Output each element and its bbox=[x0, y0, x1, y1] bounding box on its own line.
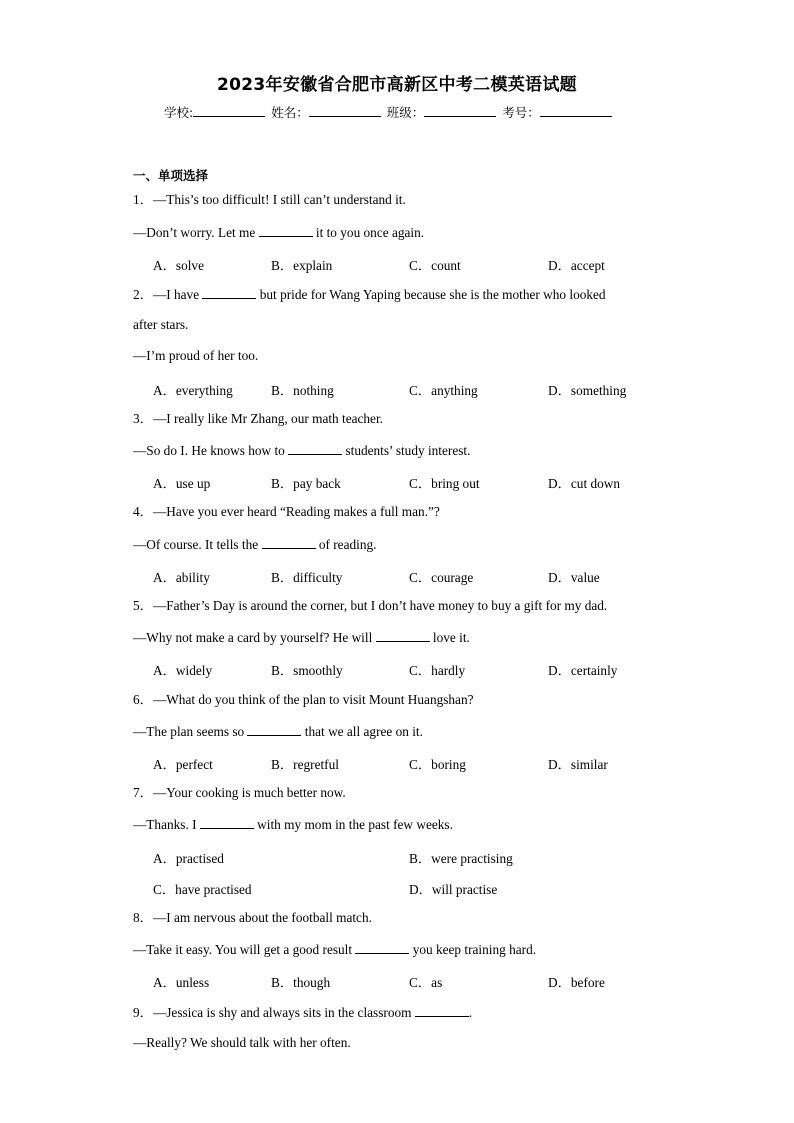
option-a: A．solve bbox=[153, 258, 204, 273]
question-number: 5． bbox=[133, 598, 153, 613]
option-c: C．have practised bbox=[153, 882, 252, 897]
answer-blank bbox=[247, 723, 301, 736]
question-number: 7． bbox=[133, 785, 153, 800]
question-text: —Why not make a card by yourself? He will bbox=[133, 630, 376, 645]
option-b: B．nothing bbox=[271, 383, 334, 398]
page-title: 2023年安徽省合肥市高新区中考二模英语试题 bbox=[217, 75, 577, 95]
school-blank bbox=[193, 104, 265, 117]
question-text: —Don’t worry. Let me bbox=[133, 225, 259, 240]
question-3-line-2 bbox=[133, 442, 470, 459]
option-d: D．before bbox=[548, 975, 605, 990]
answer-blank bbox=[200, 816, 254, 829]
question-8-line-1 bbox=[133, 910, 372, 926]
option-a: A．perfect bbox=[153, 757, 213, 772]
answer-blank bbox=[202, 286, 256, 299]
question-1-options bbox=[133, 255, 653, 271]
name-blank bbox=[309, 104, 381, 117]
question-text: —Jessica is shy and always sits in the classroom bbox=[152, 1005, 415, 1020]
option-b: B．though bbox=[271, 975, 331, 990]
answer-blank bbox=[415, 1004, 469, 1017]
question-9-line-1 bbox=[133, 1004, 472, 1021]
question-6-line-1 bbox=[133, 692, 474, 708]
question-text: —Your cooking is much better now. bbox=[152, 785, 346, 800]
option-b: B．difficulty bbox=[271, 570, 343, 585]
question-7-options-row-2 bbox=[133, 879, 653, 895]
option-c: C．as bbox=[409, 975, 443, 990]
option-c: C．bring out bbox=[409, 476, 480, 491]
question-text: —Really? We should talk with her often. bbox=[133, 1035, 351, 1050]
question-text: of reading. bbox=[315, 537, 377, 552]
question-text: . bbox=[468, 1005, 473, 1020]
question-2-line-1 bbox=[133, 286, 606, 303]
option-a: A．unless bbox=[153, 975, 210, 990]
question-6-line-2 bbox=[133, 723, 423, 740]
question-number: 9． bbox=[133, 1005, 153, 1020]
question-number: 2． bbox=[133, 287, 153, 302]
question-text: —Father’s Day is around the corner, but I don’t have money to buy a gift for my dad. bbox=[152, 598, 608, 613]
question-5-line-2 bbox=[133, 629, 470, 646]
option-c: C．hardly bbox=[409, 663, 466, 678]
question-text: —Have you ever heard “Reading makes a full man.”? bbox=[152, 504, 440, 519]
question-number: 6． bbox=[133, 692, 153, 707]
option-a: A．everything bbox=[153, 383, 233, 398]
question-text: —This’s too difficult! I still can’t understand it. bbox=[152, 192, 406, 207]
option-b: B．smoothly bbox=[271, 663, 343, 678]
option-a: A．practised bbox=[153, 851, 224, 866]
answer-blank bbox=[259, 224, 313, 237]
question-text: you keep training hard. bbox=[409, 942, 537, 957]
question-text: —I’m proud of her too. bbox=[133, 348, 259, 363]
question-4-options bbox=[133, 567, 653, 583]
question-text: it to you once again. bbox=[312, 225, 425, 240]
option-a: A．widely bbox=[153, 663, 213, 678]
option-d: D．value bbox=[548, 570, 600, 585]
question-text: —So do I. He knows how to bbox=[133, 443, 289, 458]
question-8-line-2 bbox=[133, 941, 536, 958]
option-d: D．something bbox=[548, 383, 627, 398]
option-d: D．cut down bbox=[548, 476, 621, 491]
class-blank bbox=[424, 104, 496, 117]
question-text: that we all agree on it. bbox=[301, 724, 423, 739]
question-3-options bbox=[133, 473, 653, 489]
option-c: C．anything bbox=[409, 383, 478, 398]
option-b: B．regretful bbox=[271, 757, 339, 772]
question-text: —Of course. It tells the bbox=[133, 537, 262, 552]
question-number: 3． bbox=[133, 411, 153, 426]
exam-number-blank bbox=[540, 104, 612, 117]
option-d: D．will practise bbox=[409, 882, 498, 897]
option-b: B．were practising bbox=[409, 851, 513, 866]
option-d: D．certainly bbox=[548, 663, 618, 678]
answer-blank bbox=[288, 442, 342, 455]
question-7-line-1 bbox=[133, 785, 346, 801]
question-text: —Thanks. I bbox=[133, 817, 200, 832]
question-text: love it. bbox=[429, 630, 470, 645]
question-5-options bbox=[133, 660, 653, 676]
option-d: D．accept bbox=[548, 258, 605, 273]
question-text: students’ study interest. bbox=[342, 443, 471, 458]
option-c: C．count bbox=[409, 258, 461, 273]
question-5-line-1 bbox=[133, 598, 607, 614]
answer-blank bbox=[376, 629, 430, 642]
question-4-line-1 bbox=[133, 504, 440, 520]
question-text: after stars. bbox=[133, 317, 189, 332]
question-7-options-row-1 bbox=[133, 848, 653, 864]
school-label: 学校: bbox=[164, 105, 194, 120]
question-6-options bbox=[133, 754, 653, 770]
question-1-line-2 bbox=[133, 224, 424, 241]
option-a: A．use up bbox=[153, 476, 211, 491]
question-9-line-2 bbox=[133, 1035, 351, 1051]
name-label: 姓名： bbox=[271, 105, 309, 120]
question-text: —I have bbox=[152, 287, 203, 302]
section-heading: 一、单项选择 bbox=[133, 168, 209, 183]
answer-blank bbox=[355, 941, 409, 954]
class-label: 班级： bbox=[386, 105, 425, 120]
question-text: with my mom in the past few weeks. bbox=[253, 817, 453, 832]
option-d: D．similar bbox=[548, 757, 608, 772]
question-8-options bbox=[133, 972, 653, 988]
question-text: but pride for Wang Yaping because she is the mother who looked bbox=[256, 287, 606, 302]
option-b: B．explain bbox=[271, 258, 333, 273]
option-b: B．pay back bbox=[271, 476, 341, 491]
exam-number-label: 考号： bbox=[502, 105, 540, 120]
question-text: —Take it easy. You will get a good result bbox=[133, 942, 356, 957]
option-a: A．ability bbox=[153, 570, 210, 585]
question-number: 8． bbox=[133, 910, 153, 925]
question-1-line-1 bbox=[133, 192, 406, 208]
option-c: C．boring bbox=[409, 757, 466, 772]
question-4-line-2 bbox=[133, 536, 376, 553]
answer-blank bbox=[262, 536, 316, 549]
question-number: 4． bbox=[133, 504, 153, 519]
question-2-line-2 bbox=[133, 317, 188, 333]
question-number: 1． bbox=[133, 192, 153, 207]
question-text: —What do you think of the plan to visit Mount Huangshan? bbox=[152, 692, 474, 707]
question-text: —The plan seems so bbox=[133, 724, 248, 739]
question-2-line-3 bbox=[133, 348, 258, 364]
question-2-options bbox=[133, 380, 653, 396]
question-text: —I really like Mr Zhang, our math teacher. bbox=[152, 411, 383, 426]
question-7-line-2 bbox=[133, 816, 453, 833]
question-3-line-1 bbox=[133, 411, 383, 427]
student-info-row bbox=[164, 103, 614, 121]
option-c: C．courage bbox=[409, 570, 474, 585]
question-text: —I am nervous about the football match. bbox=[152, 910, 372, 925]
